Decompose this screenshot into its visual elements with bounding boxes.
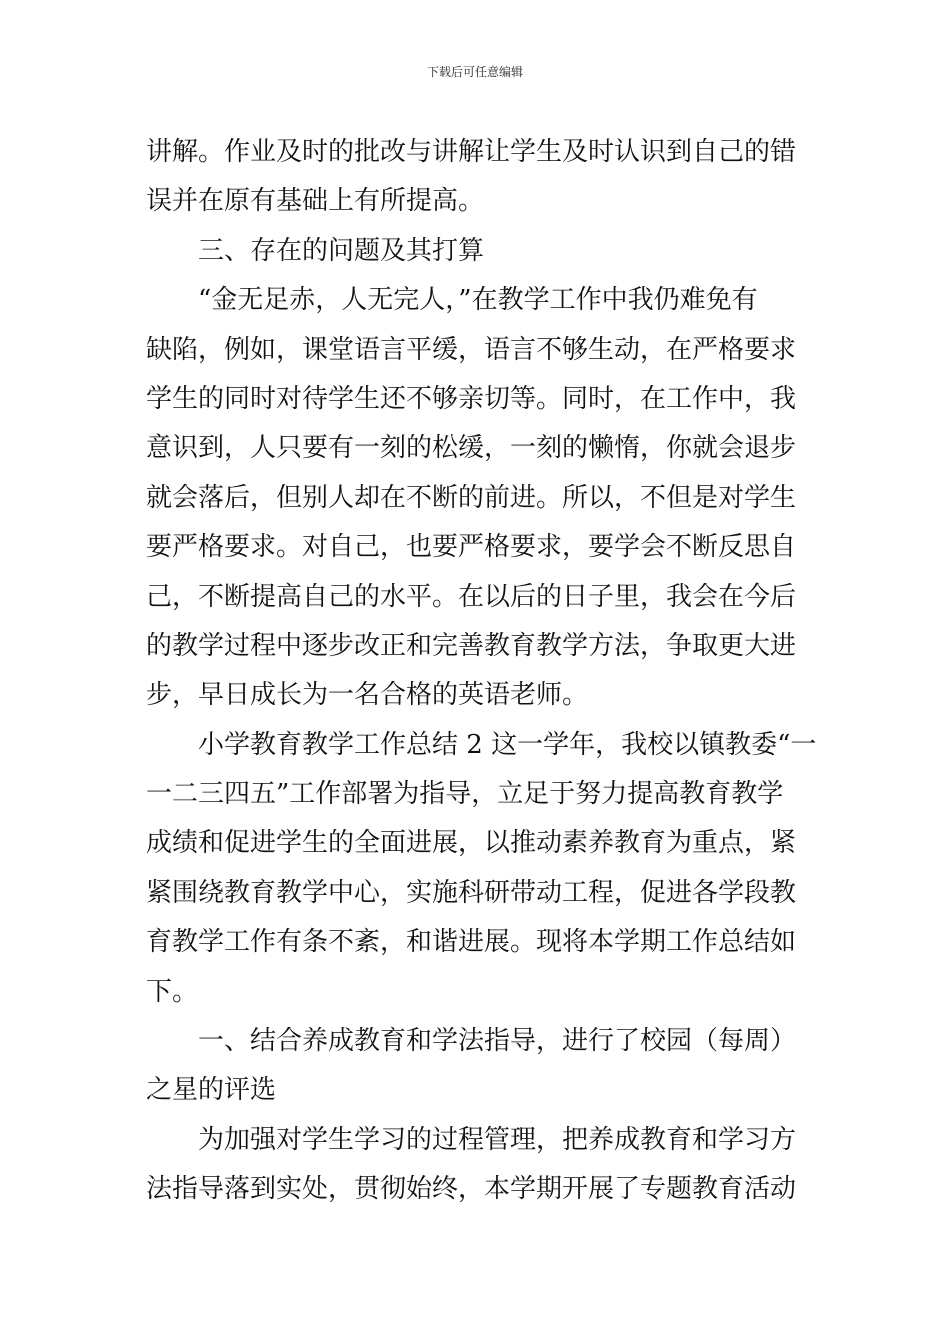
text-line: 一、结合养成教育和学法指导，进行了校园（每周）	[198, 1026, 797, 1057]
text-line: 缺陷，例如，课堂语言平缓，语言不够生动，在严格要求	[146, 334, 797, 365]
text-line: 要严格要求。对自己，也要严格要求，要学会不断反思自	[146, 532, 797, 563]
text-line: 一二三四五”工作部署为指导，立足于努力提高教育教学	[146, 779, 784, 810]
text-line: 三、存在的问题及其打算	[198, 235, 485, 266]
page-header: 下载后可任意编辑	[426, 65, 523, 79]
text-line: 紧围绕教育教学中心，实施科研带动工程，促进各学段教	[146, 877, 797, 908]
text-line: 己，不断提高自己的水平。在以后的日子里，我会在今后	[146, 581, 797, 612]
text-line: “金无足赤，人无完人，”在教学工作中我仍难免有	[198, 285, 758, 316]
text-line: 下。	[146, 976, 199, 1007]
document-body	[146, 128, 817, 1215]
text-line: 步，早日成长为一名合格的英语老师。	[146, 680, 589, 711]
text-line: 为加强对学生学习的过程管理，把养成教育和学习方	[198, 1124, 797, 1155]
text-line: 育教学工作有条不紊，和谐进展。现将本学期工作总结如	[146, 927, 797, 958]
text-line: 的教学过程中逐步改正和完善教育教学方法，争取更大进	[146, 630, 797, 661]
text-line: 法指导落到实处，贯彻始终，本学期开展了专题教育活动	[146, 1174, 797, 1205]
text-line: 讲解。作业及时的批改与讲解让学生及时认识到自己的错	[146, 137, 797, 167]
text-line: 意识到，人只要有一刻的松缓，一刻的懒惰，你就会退步	[146, 433, 797, 464]
text-line: 就会落后，但别人却在不断的前进。所以，不但是对学生	[146, 482, 797, 513]
text-line: 成绩和促进学生的全面进展，以推动素养教育为重点，紧	[146, 828, 797, 859]
text-line: 之星的评选	[146, 1075, 277, 1106]
text-line: 小学教育教学工作总结 2 这一学年，我校以镇教委“一	[198, 729, 817, 760]
text-line: 误并在原有基础上有所提高。	[146, 186, 485, 217]
text-line: 学生的同时对待学生还不够亲切等。同时，在工作中，我	[146, 383, 797, 414]
